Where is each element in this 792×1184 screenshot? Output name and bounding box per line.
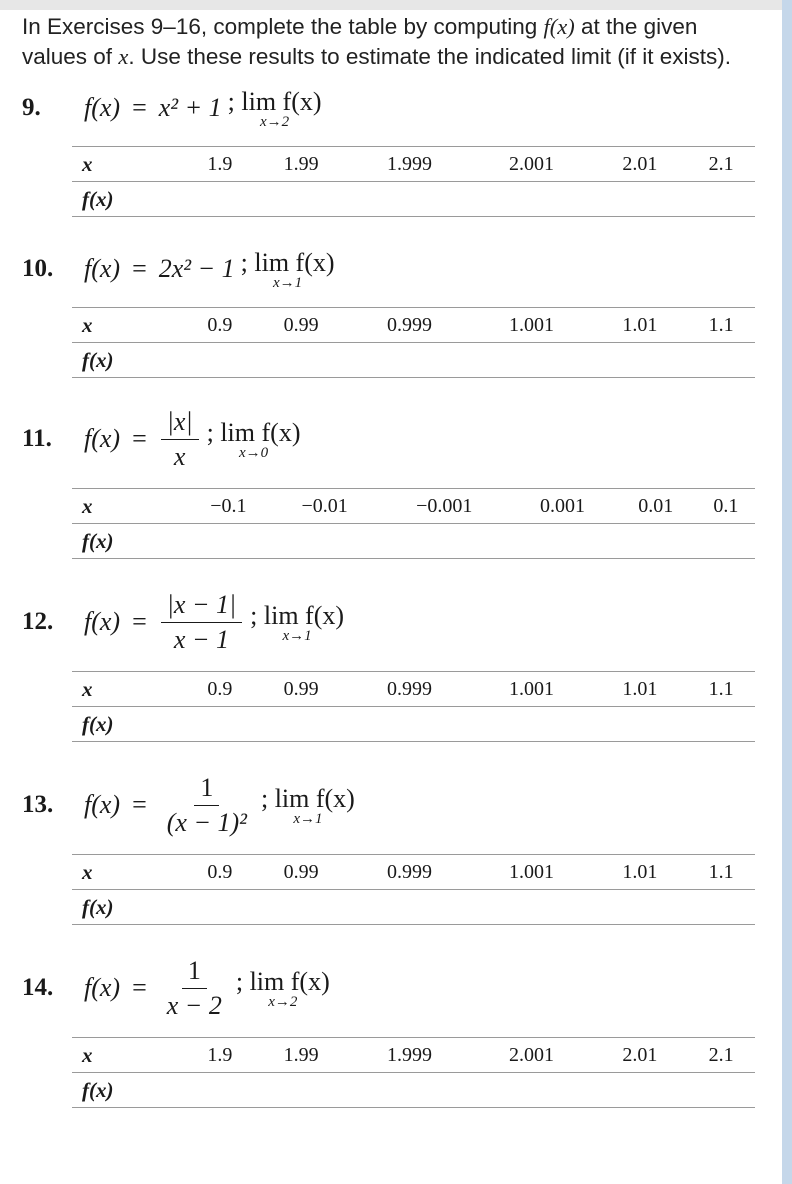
x-value: 1.999 [349, 1038, 471, 1073]
instructions-text-1: In Exercises 9–16, complete the table by computing [22, 14, 544, 39]
fx-cell[interactable] [510, 524, 615, 559]
table-row-x [72, 1038, 755, 1073]
x-value: 0.001 [510, 489, 615, 524]
fx-cell[interactable] [615, 524, 697, 559]
fx-cell[interactable] [592, 707, 687, 742]
fx-cell[interactable] [592, 343, 687, 378]
limit-notation [250, 601, 344, 643]
fx-cell[interactable] [349, 1073, 471, 1108]
exercise-10 [22, 239, 767, 378]
x-value: 2.001 [470, 1038, 592, 1073]
exercise-formula [84, 248, 335, 290]
fx-cell[interactable] [697, 524, 755, 559]
fx-cell[interactable] [349, 343, 471, 378]
table-row-fx [72, 524, 755, 559]
fx-cell[interactable] [186, 707, 254, 742]
fraction [161, 407, 199, 472]
x-value: 0.999 [349, 672, 471, 707]
x-value: −0.01 [271, 489, 379, 524]
values-table [72, 854, 755, 925]
x-value: 1.01 [592, 308, 687, 343]
limit-notation [228, 87, 322, 129]
x-value: 0.99 [254, 308, 349, 343]
fx-cell[interactable] [592, 182, 687, 217]
exercise-14 [22, 949, 767, 1108]
x-value: 1.001 [470, 855, 592, 890]
fx-cell[interactable] [186, 343, 254, 378]
formula-lhs: f(x) [84, 607, 121, 636]
fx-cell[interactable] [349, 182, 471, 217]
fraction [161, 590, 242, 655]
x-value: 1.1 [687, 855, 755, 890]
fx-cell[interactable] [349, 890, 471, 925]
fx-cell[interactable] [186, 524, 271, 559]
table-row-x [72, 308, 755, 343]
fraction-denominator: x − 2 [166, 990, 222, 1020]
x-value: 0.99 [254, 672, 349, 707]
fx-cell[interactable] [349, 707, 471, 742]
exercise-number: 12. [22, 608, 54, 635]
fx-cell[interactable] [687, 707, 755, 742]
fx-cell[interactable] [254, 707, 349, 742]
table-row-x [72, 672, 755, 707]
row-label-x: x [72, 308, 186, 343]
limit-word: ; lim f(x) [235, 967, 330, 996]
values-table [72, 488, 755, 559]
instructions-fx: f(x) [543, 14, 575, 39]
fx-cell[interactable] [254, 343, 349, 378]
limit-word: ; lim f(x) [240, 248, 335, 277]
limit-notation [236, 967, 330, 1009]
limit-notation [261, 784, 355, 826]
x-value: 1.99 [254, 1038, 349, 1073]
table-row-x [72, 855, 755, 890]
fraction-numerator: 1 [194, 773, 219, 806]
x-value: −0.001 [379, 489, 510, 524]
limit-subscript: x→1 [273, 275, 303, 291]
x-value: 1.9 [186, 147, 254, 182]
exercise-header [21, 766, 767, 844]
values-table [72, 671, 755, 742]
table-row-fx [72, 182, 755, 217]
limit-subscript: x→1 [282, 628, 312, 644]
x-value: 0.999 [349, 308, 471, 343]
fraction [161, 956, 228, 1021]
top-bar [0, 0, 792, 10]
fx-cell[interactable] [271, 524, 379, 559]
x-value: 1.01 [592, 855, 687, 890]
values-table [72, 1037, 755, 1108]
limit-subscript: x→2 [268, 994, 298, 1010]
table-row-x [72, 489, 755, 524]
row-label-fx: f(x) [72, 343, 186, 378]
formula-lhs: f(x) [84, 93, 121, 122]
exercise-formula [84, 590, 344, 655]
fx-cell[interactable] [470, 890, 592, 925]
limit-word: ; lim f(x) [250, 601, 345, 630]
formula-lhs: f(x) [84, 424, 121, 453]
x-value: 2.1 [687, 147, 755, 182]
table-row-fx [72, 1073, 755, 1108]
x-value: 1.9 [186, 1038, 254, 1073]
table-row-fx [72, 890, 755, 925]
x-value: 1.001 [470, 672, 592, 707]
fx-cell[interactable] [186, 890, 254, 925]
formula-lhs: f(x) [84, 973, 121, 1002]
row-label-x: x [72, 147, 186, 182]
fx-cell[interactable] [470, 707, 592, 742]
x-value: 1.999 [349, 147, 471, 182]
page-content [22, 12, 767, 1108]
fraction-denominator: x [173, 441, 186, 471]
limit-word: ; lim f(x) [227, 87, 322, 116]
fx-cell[interactable] [687, 343, 755, 378]
fraction-denominator: x − 1 [173, 624, 229, 654]
row-label-x: x [72, 672, 186, 707]
fraction-denominator: (x − 1)² [166, 807, 247, 837]
exercise-number: 10. [22, 255, 54, 282]
row-label-fx: f(x) [72, 707, 186, 742]
x-value: 0.9 [186, 855, 254, 890]
exercise-number: 14. [22, 974, 54, 1001]
formula-equals: = [132, 607, 147, 636]
exercise-formula [84, 407, 300, 472]
exercise-9 [22, 78, 767, 217]
fraction-numerator: |x| [161, 407, 199, 440]
instructions-paragraph [22, 12, 767, 72]
exercise-number: 11. [22, 425, 52, 452]
x-value: 0.999 [349, 855, 471, 890]
exercise-header [21, 583, 767, 661]
limit-notation [241, 248, 335, 290]
fx-cell[interactable] [470, 1073, 592, 1108]
fx-cell[interactable] [470, 343, 592, 378]
formula-rhs: x² + 1 [158, 93, 222, 122]
scroll-sidebar[interactable] [782, 0, 792, 1184]
x-value: 2.01 [592, 1038, 687, 1073]
formula-lhs: f(x) [84, 790, 121, 819]
limit-subscript: x→1 [293, 811, 323, 827]
fraction-numerator: 1 [182, 956, 207, 989]
x-value: 1.001 [470, 308, 592, 343]
limit-subscript: x→2 [260, 114, 290, 130]
x-value: 2.1 [687, 1038, 755, 1073]
exercise-formula [84, 87, 322, 129]
table-row-fx [72, 707, 755, 742]
formula-equals: = [132, 93, 147, 122]
row-label-x: x [72, 489, 186, 524]
formula-rhs: 2x² − 1 [158, 254, 235, 283]
row-label-fx: f(x) [72, 890, 186, 925]
x-value: 0.99 [254, 855, 349, 890]
fx-cell[interactable] [379, 524, 510, 559]
instructions-x: x [118, 44, 129, 69]
fx-cell[interactable] [687, 890, 755, 925]
row-label-x: x [72, 1038, 186, 1073]
limit-notation [207, 418, 301, 460]
exercise-11 [22, 400, 767, 559]
fx-cell[interactable] [470, 182, 592, 217]
instructions-text-3: . Use these results to estimate the indicated limit (if it exists). [128, 44, 732, 69]
instructions-text-2: at the given values of [22, 14, 698, 69]
formula-equals: = [132, 790, 147, 819]
values-table [72, 146, 755, 217]
x-value: 0.1 [697, 489, 755, 524]
fraction [161, 773, 253, 838]
row-label-x: x [72, 855, 186, 890]
x-value: 1.1 [687, 308, 755, 343]
exercise-header [21, 400, 767, 478]
formula-equals: = [132, 424, 147, 453]
fx-cell[interactable] [254, 890, 349, 925]
x-value: 0.9 [186, 672, 254, 707]
exercise-formula [84, 773, 355, 838]
exercise-header [21, 78, 767, 138]
row-label-fx: f(x) [72, 1073, 186, 1108]
x-value: 1.99 [254, 147, 349, 182]
x-value: 0.01 [615, 489, 697, 524]
formula-lhs: f(x) [84, 254, 121, 283]
fx-cell[interactable] [592, 890, 687, 925]
exercise-header [21, 239, 767, 299]
x-value: 0.9 [186, 308, 254, 343]
values-table [72, 307, 755, 378]
exercise-12 [22, 583, 767, 742]
x-value: −0.1 [186, 489, 271, 524]
limit-word: ; lim f(x) [206, 418, 301, 447]
exercise-13 [22, 766, 767, 925]
fx-cell[interactable] [254, 1073, 349, 1108]
fraction-numerator: |x − 1| [161, 590, 242, 623]
limit-word: ; lim f(x) [260, 784, 355, 813]
row-label-fx: f(x) [72, 524, 186, 559]
x-value: 1.1 [687, 672, 755, 707]
fx-cell[interactable] [186, 182, 254, 217]
fx-cell[interactable] [687, 1073, 755, 1108]
fx-cell[interactable] [186, 1073, 254, 1108]
formula-equals: = [132, 973, 147, 1002]
table-row-fx [72, 343, 755, 378]
exercise-number: 13. [22, 791, 54, 818]
x-value: 1.01 [592, 672, 687, 707]
fx-cell[interactable] [687, 182, 755, 217]
exercise-formula [84, 956, 330, 1021]
formula-equals: = [132, 254, 147, 283]
exercise-number: 9. [22, 94, 41, 121]
row-label-fx: f(x) [72, 182, 186, 217]
fx-cell[interactable] [592, 1073, 687, 1108]
table-row-x [72, 147, 755, 182]
x-value: 2.01 [592, 147, 687, 182]
limit-subscript: x→0 [238, 445, 269, 461]
fx-cell[interactable] [254, 182, 349, 217]
x-value: 2.001 [470, 147, 592, 182]
exercise-header [21, 949, 767, 1027]
